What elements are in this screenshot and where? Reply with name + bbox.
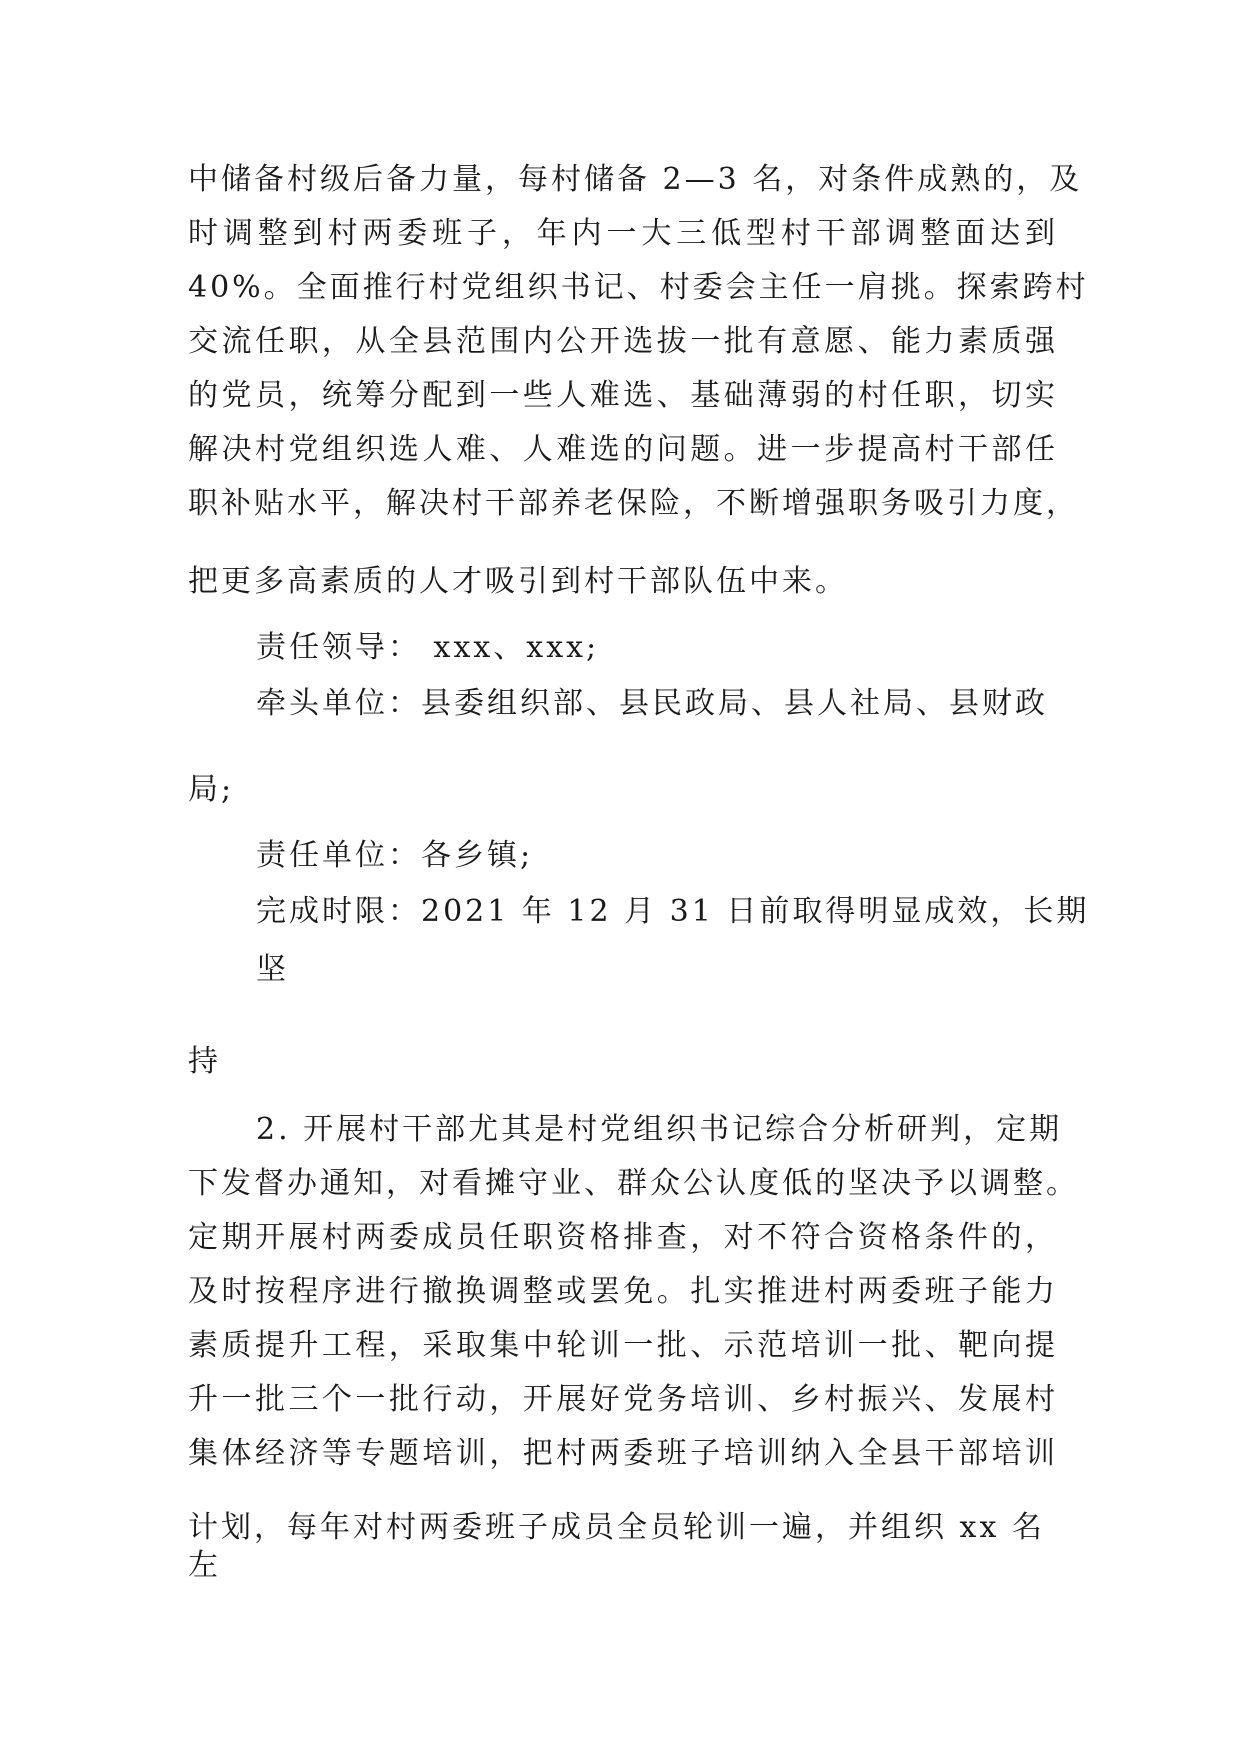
- deadline-line-3: 持: [188, 1044, 221, 1079]
- lead-unit-line-2: 局;: [188, 772, 235, 807]
- deadline-line-2: 坚: [256, 952, 289, 987]
- responsible-unit: 责任单位：各乡镇;: [256, 838, 534, 873]
- paragraph-1-line-5: 的党员，统筹分配到一些人难选、基础薄弱的村任职，切实: [188, 378, 1058, 413]
- paragraph-2-line-8: 计划，每年对村两委班子成员全员轮训一遍，并组织 xx 名: [188, 1510, 1045, 1545]
- paragraph-2-line-1: 2. 开展村干部尤其是村党组织书记综合分析研判，定期: [256, 1112, 1063, 1147]
- paragraph-1-line-2: 时调整到村两委班子，年内一大三低型村干部调整面达到: [188, 216, 1058, 251]
- paragraph-1-line-3: 40%。全面推行村党组织书记、村委会主任一肩挑。探索跨村: [188, 270, 1089, 305]
- paragraph-1-line-1: 中储备村级后备力量，每村储备 2—3 名，对条件成熟的，及: [188, 162, 1083, 197]
- paragraph-2-line-5: 素质提升工程，采取集中轮训一批、示范培训一批、靶向提: [188, 1328, 1058, 1363]
- paragraph-1-line-8: 把更多高素质的人才吸引到村干部队伍中来。: [188, 564, 848, 599]
- paragraph-2-line-2: 下发督办通知，对看摊守业、群众公认度低的坚决予以调整。: [188, 1166, 1079, 1201]
- paragraph-1-line-6: 解决村党组织选人难、人难选的问题。进一步提高村干部任: [188, 432, 1058, 467]
- responsible-leader: 责任领导： xxx、xxx;: [256, 630, 600, 665]
- deadline-line-1: 完成时限：2021 年 12 月 31 日前取得明显成效，长期: [256, 894, 1090, 929]
- paragraph-2-line-7: 集体经济等专题培训，把村两委班子培训纳入全县干部培训: [188, 1436, 1058, 1471]
- paragraph-2-line-3: 定期开展村两委成员任职资格排查，对不符合资格条件的，: [188, 1220, 1058, 1255]
- paragraph-2-line-9: 左: [188, 1548, 221, 1583]
- paragraph-1-line-7: 职补贴水平，解决村干部养老保险，不断增强职务吸引力度，: [188, 486, 1079, 521]
- paragraph-2-line-4: 及时按程序进行撤换调整或罢免。扎实推进村两委班子能力: [188, 1274, 1058, 1309]
- lead-unit-line-1: 牵头单位：县委组织部、县民政局、县人社局、县财政: [256, 686, 1048, 721]
- paragraph-2-line-6: 升一批三个一批行动，开展好党务培训、乡村振兴、发展村: [188, 1382, 1058, 1417]
- paragraph-1-line-4: 交流任职，从全县范围内公开选拔一批有意愿、能力素质强: [188, 324, 1058, 359]
